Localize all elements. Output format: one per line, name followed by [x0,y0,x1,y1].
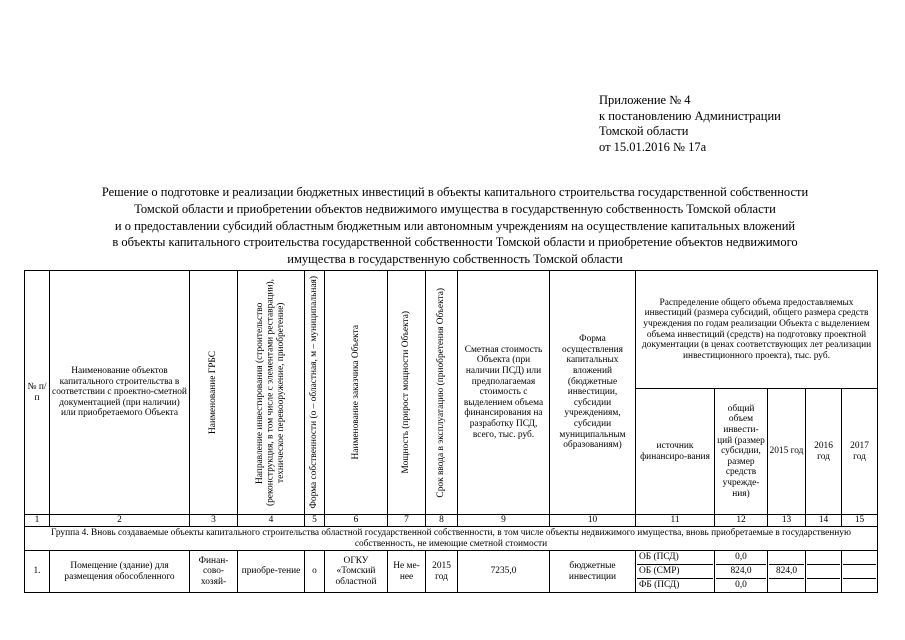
header-num: № п/п [25,271,50,515]
row-form: бюджетные инвестиции [550,551,636,593]
row-2016 [806,551,842,593]
header-customer: Наименование заказчика Объекта [325,271,388,515]
appendix-line: Томской области [599,124,689,139]
header-cost: Сметная стоимость Объекта (при наличии ПСД) или предполагаемая стоимость с выделением объема финансирования на разработку ПСД, всего, тыс. руб. [458,271,550,515]
col-number: 6 [325,515,388,527]
col-number: 11 [636,515,715,527]
col-number: 1 [25,515,50,527]
header-capacity: Мощность (прирост мощности Объекта) [388,271,426,515]
header-ownership: Форма собственности (о – областная, м – муниципальная) [305,271,325,515]
col-number: 15 [842,515,878,527]
appendix-line: Приложение № 4 [599,93,691,107]
row-grbs: Финан-сово-хозяй- [190,551,238,593]
group-heading: Группа 4. Вновь создаваемые объекты капитального строительства областной государственной собственности, в том числе объекты недвижимого имущества, вновь приобретаемые в государственную собственность, не имеющие сметной стоимости [25,527,878,551]
col-number: 5 [305,515,325,527]
column-number-row [25,515,878,527]
investment-table [24,270,878,593]
header-distribution: Распределение общего объема предоставляемых инвестиций (размера субсидий, общего размера средств учреждения по годам реализации Объекта с выделением объема инвестиций (средств) на подготовку проектной документации (в ценах соответствующих лет реализации инвестиционного проекта), тыс. руб. [636,271,878,389]
header-2016: 2016 год [806,389,842,515]
row-sources [636,551,715,593]
row-totals [715,551,768,593]
header-2017: 2017 год [842,389,878,515]
row-cost: 7235,0 [458,551,550,593]
document-title [40,184,870,268]
appendix-block [599,93,781,155]
year-item: 824,0 [769,565,804,579]
title-line: имущества в государственную собственность Томской области [287,252,623,267]
col-number: 4 [238,515,305,527]
header-grbs: Наименование ГРБС [190,271,238,515]
col-number: 13 [768,515,806,527]
row-ownership: о [305,551,325,593]
col-number: 7 [388,515,426,527]
row-direction: приобре-тение [238,551,305,593]
title-line: и о предоставлении субсидий областным бюджетным или автономным учреждениям на осуществление капитальных вложений [114,218,796,233]
header-form: Форма осуществления капитальных вложений (бюджетные инвестиции, субсидии учреждениям, субсидии муниципальным образованиям) [550,271,636,515]
year-item [769,551,804,565]
title-line: Решение о подготовке и реализации бюджетных инвестиций в объекты капитального строительства государственной собственности [101,185,809,199]
row-customer: ОГКУ «Томский областной [325,551,388,593]
row-term: 2015 год [426,551,458,593]
header-2015: 2015 год [768,389,806,515]
title-line: Томской области и приобретении объектов недвижимого имущества в государственную собственность Томской области [134,201,776,216]
col-number: 14 [806,515,842,527]
title-line: в объекты капитального строительства государственной собственности Томской области и приобретение объектов недвижимого [112,235,798,250]
appendix-line: к постановлению Администрации [599,108,781,123]
col-number: 8 [426,515,458,527]
header-term: Срок ввода в эксплуатацию (приобретения Объекта) [426,271,458,515]
total-item: 824,0 [716,565,766,579]
total-item: 0,0 [735,580,747,590]
total-item: 0,0 [716,551,766,565]
row-name: Помещение (здание) для размещения обособленного [50,551,190,593]
row-capacity: Не ме-нее [388,551,426,593]
table-row [25,551,878,593]
row-num: 1. [25,551,50,593]
header-source: источник финансиро-вания [636,389,715,515]
col-number: 3 [190,515,238,527]
col-number: 12 [715,515,768,527]
col-number: 2 [50,515,190,527]
row-2015 [768,551,806,593]
appendix-line: от 15.01.2016 № 17а [599,139,707,154]
year-item [769,579,804,592]
header-total: общий объем инвести-ций (размер субсидии, размер средств учрежде-ния) [715,389,768,515]
source-item: ФБ (ПСД) [639,580,680,590]
header-direction: Направление инвестирования (строительство (реконструкция, в том числе с элементами реставрации), техническое перевооружение, приобретение) [238,271,305,515]
source-item: ОБ (СМР) [637,565,713,579]
col-number: 9 [458,515,550,527]
row-2017 [842,551,878,593]
source-item: ОБ (ПСД) [637,551,713,565]
header-name: Наименование объектов капитального строительства в соответствии с проектно-сметной документацией (при наличии) или приобретаемого Объекта [50,271,190,515]
col-number: 10 [550,515,636,527]
